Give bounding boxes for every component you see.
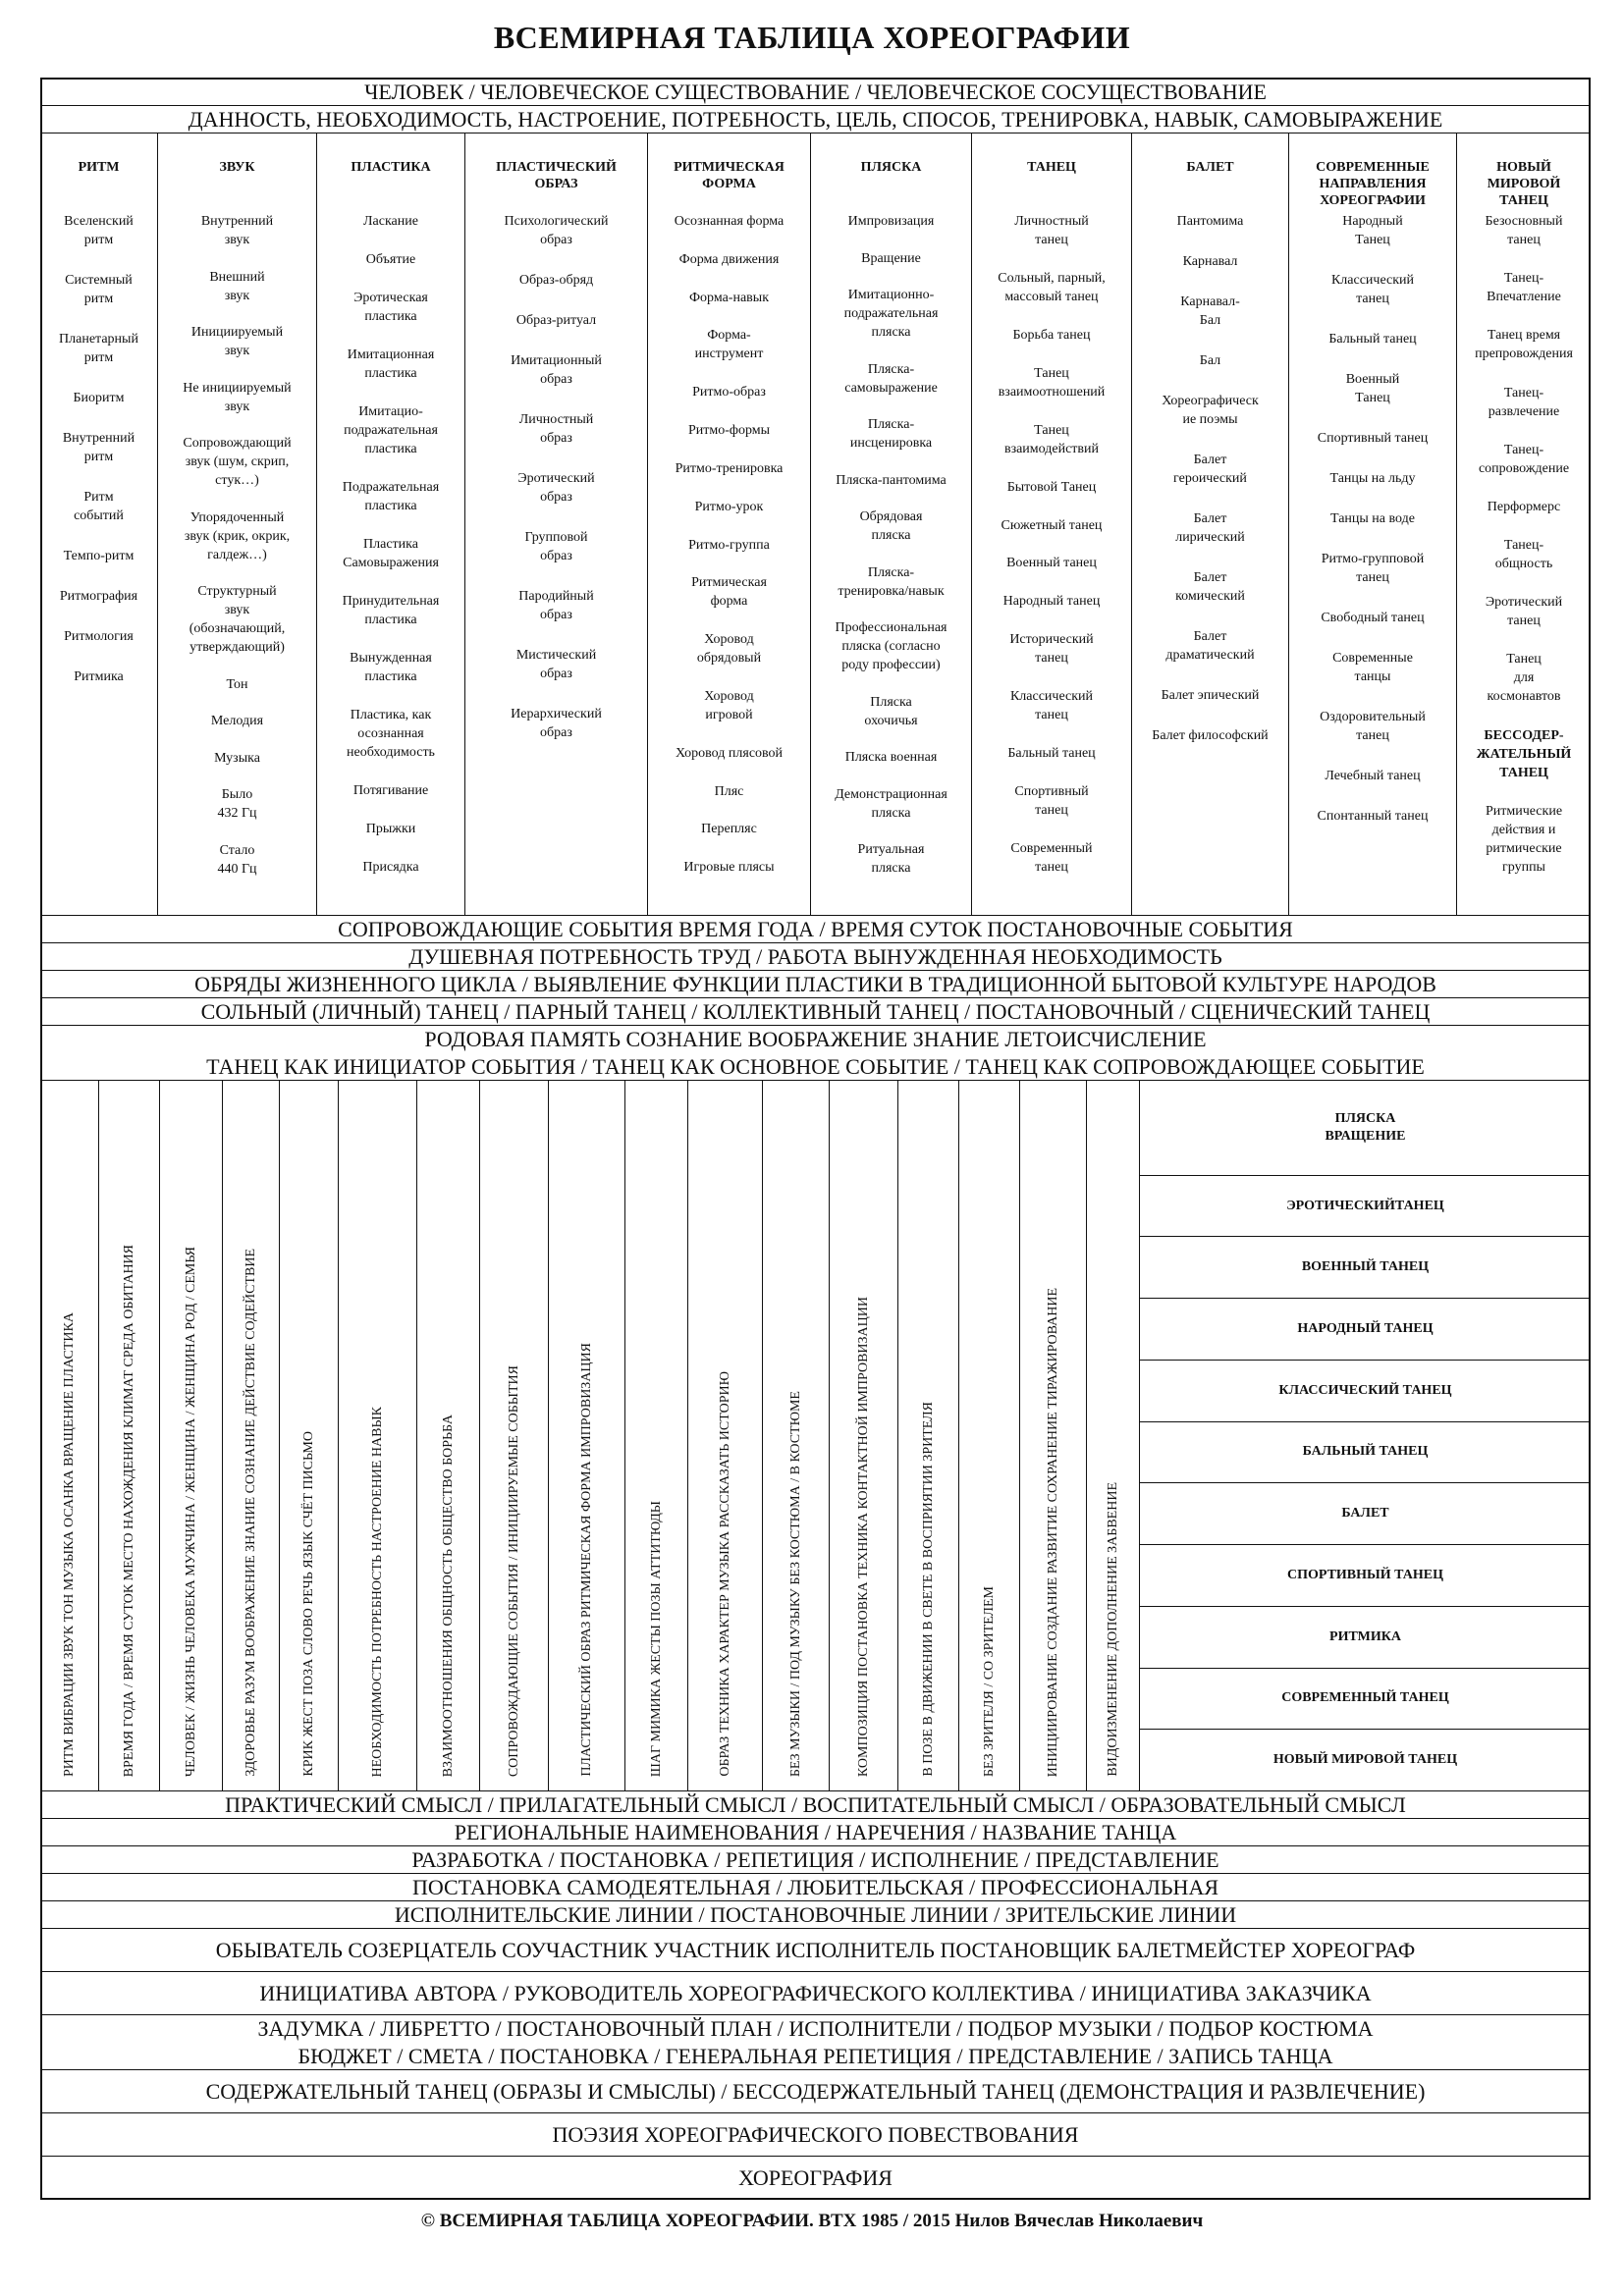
- column-item: Хоровод плясовой: [675, 745, 784, 761]
- table-row: [40, 78, 1591, 105]
- column-item: Военный танец: [1006, 556, 1097, 571]
- vertical-column-7: [417, 1081, 480, 1790]
- column-item: Иерархический образ: [511, 707, 602, 740]
- column-item: Темпо-ритм: [63, 549, 135, 563]
- column-item: Бал: [1199, 353, 1221, 368]
- column-item: Осознанная форма: [674, 214, 785, 229]
- column-item: Пляска- инсценировка: [849, 417, 933, 452]
- vertical-column-6: [339, 1081, 417, 1790]
- row-text: ПОЭЗИЯ ХОРЕОГРАФИЧЕСКОГО ПОВЕСТВОВАНИЯ: [552, 2121, 1079, 2147]
- row-text: СОДЕРЖАТЕЛЬНЫЙ ТАНЕЦ (ОБРАЗЫ И СМЫСЛЫ) / БЕССОДЕРЖАТЕЛЬНЫЙ ТАНЕЦ (ДЕМОНСТРАЦИЯ И РАЗВЛЕЧЕНИЕ): [205, 2078, 1426, 2104]
- table-row: [40, 2014, 1591, 2069]
- column-item: Военный Танец: [1345, 372, 1400, 405]
- row-text: ПОСТАНОВКА САМОДЕЯТЕЛЬНАЯ / ЛЮБИТЕЛЬСКАЯ / ПРОФЕССИОНАЛЬНАЯ: [411, 1874, 1219, 1899]
- column-item: Классический танец: [1009, 689, 1094, 723]
- column-item: Обрядовая пляска: [859, 509, 923, 544]
- column-item: Хоровод игровой: [704, 688, 754, 722]
- list-item: ПЛЯСКА ВРАЩЕНИЕ: [1140, 1081, 1591, 1176]
- column-item: Демонстрационная пляска: [835, 786, 947, 821]
- column-items: [53, 212, 144, 708]
- table-row: [40, 1928, 1591, 1971]
- vertical-text: ОБРАЗ ТЕХНИКА ХАРАКТЕР МУЗЫКА РАССКАЗАТЬ ИСТОРИЮ: [717, 1371, 732, 1777]
- column-item: Игровые плясы: [683, 860, 775, 876]
- column-item: Спонтанный танец: [1317, 809, 1429, 824]
- column-item: Ласкание: [363, 214, 418, 229]
- column-item: Форма- инструмент: [694, 328, 764, 362]
- column-item: Структурный звук (обозначающий, утверждающий): [189, 584, 286, 655]
- column-item: Было 432 Гц: [217, 787, 257, 821]
- column-item: Мистический образ: [515, 648, 597, 681]
- list-item: РИТМИКА: [1140, 1607, 1591, 1669]
- column-item: Сольный, парный, массовый танец: [998, 270, 1106, 304]
- column-item: Ритмо-урок: [694, 499, 764, 514]
- column-item: Ритм событий: [74, 490, 124, 523]
- column-item: БЕССОДЕР- ЖАТЕЛЬНЫЙ ТАНЕЦ: [1476, 727, 1572, 780]
- table-row: [40, 1900, 1591, 1928]
- vertical-text: СОПРОВОЖДАЮЩИЕ СОБЫТИЯ / ИНИЦИИРУЕМЫЕ СОБЫТИЯ: [506, 1364, 521, 1777]
- column-items: [499, 212, 615, 764]
- table-row: [40, 1025, 1591, 1080]
- vertical-text: БЕЗ МУЗЫКИ / ПОД МУЗЫКУ БЕЗ КОСТЮМА / В КОСТЮМЕ: [787, 1390, 803, 1777]
- table-row: [40, 1818, 1591, 1845]
- column-item: Эротический образ: [517, 471, 595, 505]
- column-item: Ритмика: [74, 669, 124, 684]
- table-row: [40, 997, 1591, 1025]
- column-item: Карнавал- Бал: [1180, 294, 1240, 328]
- column-header: РИТМИЧЕСКАЯ ФОРМА: [674, 160, 785, 191]
- column-item: Балет героический: [1173, 453, 1247, 486]
- column-item: Пляска- тренировка/навык: [838, 564, 945, 599]
- table-row: [40, 1845, 1591, 1873]
- column-item: Ритмо-образ: [692, 385, 766, 400]
- table-row: [40, 915, 1591, 942]
- column-item: Внутренний звук: [200, 214, 274, 247]
- vertical-text: ШАГ МИМИКА ЖЕСТЫ ПОЗЫ АТТИТЮДЫ: [648, 1500, 664, 1777]
- vertical-column-14: [898, 1081, 959, 1790]
- column-items: [337, 212, 446, 896]
- column-item: Танец- Впечатление: [1487, 271, 1561, 305]
- table-row: [40, 942, 1591, 970]
- column-item: Пляска военная: [844, 750, 938, 766]
- list-item: БАЛЬНЫЙ ТАНЕЦ: [1140, 1422, 1591, 1484]
- column-item: Танец для космонавтов: [1487, 652, 1561, 705]
- column-item: Вынужденная пластика: [350, 651, 432, 684]
- row-text: ПРАКТИЧЕСКИЙ СМЫСЛ / ПРИЛАГАТЕЛЬНЫЙ СМЫСЛ / ВОСПИТАТЕЛЬНЫЙ СМЫСЛ / ОБРАЗОВАТЕЛЬНЫЙ СМЫСЛ: [225, 1791, 1406, 1817]
- vertical-text: ВИДОИЗМЕНЕНИЕ ДОПОЛНЕНИЕ ЗАБВЕНИЕ: [1105, 1482, 1120, 1777]
- column-item: Имитационная пластика: [347, 347, 435, 381]
- row-text: РОДОВАЯ ПАМЯТЬ СОЗНАНИЕ ВООБРАЖЕНИЕ ЗНАНИЕ ЛЕТОИСЧИСЛЕНИЕ: [424, 1026, 1207, 1051]
- list-item: ВОЕННЫЙ ТАНЕЦ: [1140, 1237, 1591, 1299]
- column-item: Бальный танец: [1007, 746, 1096, 762]
- vertical-text: ПЛАСТИЧЕСКИЙ ОБРАЗ РИТМИЧЕСКАЯ ФОРМА ИМПРОВИЗАЦИЯ: [578, 1343, 594, 1777]
- column-items: [1469, 212, 1579, 896]
- column-item: Танцы на воде: [1330, 511, 1415, 526]
- page-title: ВСЕМИРНАЯ ТАБЛИЦА ХОРЕОГРАФИИ: [493, 20, 1131, 55]
- column-item: Эротический танец: [1485, 595, 1563, 629]
- list-item: НАРОДНЫЙ ТАНЕЦ: [1140, 1299, 1591, 1361]
- column-item: Имитацио- подражательная пластика: [344, 404, 438, 456]
- column-item: Пантомима: [1176, 214, 1244, 229]
- column-item: Пляс: [714, 783, 744, 799]
- column-header: ЗВУК: [219, 160, 255, 175]
- column-item: Балет эпический: [1161, 688, 1260, 703]
- column-item: Присядка: [362, 860, 419, 875]
- column-item: Ритмо-группа: [688, 537, 770, 553]
- column-item: Ритмология: [64, 629, 134, 644]
- vertical-text: ЗДОРОВЬЕ РАЗУМ ВООБРАЖЕНИЕ ЗНАНИЕ СОЗНАНИЕ ДЕЙСТВИЕ СОДЕЙСТВИЕ: [243, 1249, 258, 1777]
- vertical-column-9: [549, 1081, 625, 1790]
- column-item: Пляска- самовыражение: [844, 361, 938, 396]
- column-item: Имитационно- подражательная пляска: [843, 288, 939, 341]
- column-item: Сопровождающий звук (шум, скрип, стук…): [183, 436, 292, 488]
- column-item: Танец- общность: [1494, 538, 1553, 572]
- column-items: [1146, 212, 1273, 767]
- category-columns: [40, 133, 1591, 915]
- column-item: Внешний звук: [209, 269, 265, 303]
- row-text: ДАННОСТЬ, НЕОБХОДИМОСТЬ, НАСТРОЕНИЕ, ПОТРЕБНОСТЬ, ЦЕЛЬ, СПОСОБ, ТРЕНИРОВКА, НАВЫК, САМОВЫРАЖЕНИЕ: [188, 106, 1443, 132]
- column-item: Подражательная пластика: [342, 480, 440, 513]
- list-item: ЭРОТИЧЕСКИЙТАНЕЦ: [1140, 1176, 1591, 1238]
- vertical-column-2: [99, 1081, 160, 1790]
- column-item: Пластика Самовыражения: [343, 537, 439, 570]
- column-item: Танец взаимоотношений: [998, 365, 1106, 400]
- column-item: Оздоровительный танец: [1320, 710, 1426, 743]
- column-9: [1289, 133, 1457, 915]
- column-item: Объятие: [365, 252, 416, 267]
- column-item: Современный танец: [1010, 840, 1093, 875]
- row-text: ДУШЕВНАЯ ПОТРЕБНОСТЬ ТРУД / РАБОТА ВЫНУЖДЕННАЯ НЕОБХОДИМОСТЬ: [408, 943, 1222, 969]
- column-item: Вселенский ритм: [64, 214, 134, 247]
- column-item: Пляска охочичья: [864, 694, 918, 728]
- column-item: Стало 440 Гц: [217, 842, 257, 877]
- column-item: Профессиональная пляска (согласно роду профессии): [835, 620, 947, 673]
- column-10: [1457, 133, 1591, 915]
- vertical-column-10: [625, 1081, 688, 1790]
- table-row: [40, 1971, 1591, 2014]
- column-1: [40, 133, 158, 915]
- column-item: Вращение: [861, 250, 921, 266]
- column-item: Хоровод обрядовый: [696, 632, 762, 667]
- copyright-line: © ВСЕМИРНАЯ ТАБЛИЦА ХОРЕОГРАФИИ. ВТХ 1985 / 2015 Нилов Вячеслав Николаевич: [420, 2211, 1204, 2231]
- column-item: Танец время препровождения: [1475, 328, 1573, 362]
- column-item: Исторический танец: [1009, 632, 1094, 667]
- row-text: ХОРЕОГРАФИЯ: [738, 2165, 893, 2190]
- column-item: Образ-ритуал: [515, 313, 597, 328]
- column-item: Эротическая пластика: [353, 291, 428, 324]
- vertical-column-12: [763, 1081, 830, 1790]
- vertical-column-11: [688, 1081, 763, 1790]
- list-item: НОВЫЙ МИРОВОЙ ТАНЕЦ: [1272, 1752, 1458, 1768]
- column-header: БАЛЕТ: [1186, 160, 1234, 175]
- vertical-text: В ПОЗЕ В ДВИЖЕНИИ В СВЕТЕ В ВОСПРИЯТИИ ЗРИТЕЛЯ: [920, 1402, 936, 1777]
- list-item: БАЛЕТ: [1140, 1483, 1591, 1545]
- vertical-text: НЕОБХОДИМОСТЬ ПОТРЕБНОСТЬ НАСТРОЕНИЕ НАВЫК: [369, 1406, 385, 1777]
- vertical-column-13: [830, 1081, 898, 1790]
- row-text: БЮДЖЕТ / СМЕТА / ПОСТАНОВКА / ГЕНЕРАЛЬНАЯ РЕПЕТИЦИЯ / ПРЕДСТАВЛЕНИЕ / ЗАПИСЬ ТАНЦА: [298, 2043, 1333, 2068]
- column-item: Танец- сопровождение: [1478, 442, 1570, 476]
- column-item: Музыка: [214, 750, 260, 766]
- vertical-text: БЕЗ ЗРИТЕЛЯ / СО ЗРИТЕЛЕМ: [981, 1585, 997, 1777]
- column-item: Танец- развлечение: [1488, 385, 1560, 419]
- vertical-column-3: [160, 1081, 223, 1790]
- column-item: Безосновный танец: [1485, 214, 1563, 247]
- column-item: Народный Танец: [1342, 214, 1403, 247]
- column-items: [992, 212, 1111, 896]
- vertical-section: [40, 1080, 1591, 1790]
- vertical-column-8: [480, 1081, 549, 1790]
- row-text: ИСПОЛНИТЕЛЬСКИЕ ЛИНИИ / ПОСТАНОВОЧНЫЕ ЛИНИИ / ЗРИТЕЛЬСКИЕ ЛИНИИ: [394, 1901, 1237, 1927]
- vertical-text: ЧЕЛОВЕК / ЖИЗНЬ ЧЕЛОВЕКА МУЖЧИНА / ЖЕНЩИНА / ЖЕНЩИНА РОД / СЕМЬЯ: [183, 1246, 198, 1777]
- column-item: Групповой образ: [524, 530, 588, 563]
- column-item: Ритмо-формы: [687, 423, 771, 439]
- column-item: Лечебный танец: [1325, 769, 1421, 783]
- column-item: Современные танцы: [1332, 651, 1413, 684]
- vertical-text: РИТМ ВИБРАЦИИ ЗВУК ТОН МУЗЫКА ОСАНКА ВРАЩЕНИЕ ПЛАСТИКА: [61, 1312, 77, 1777]
- column-item: Спортивный танец: [1317, 431, 1429, 446]
- column-item: Мелодия: [210, 714, 264, 728]
- column-header: ПЛАСТИЧЕСКИЙ ОБРАЗ: [496, 160, 617, 191]
- column-item: Хореографическ ие поэмы: [1162, 394, 1259, 427]
- column-item: Ритуальная пляска: [857, 842, 925, 877]
- column-items: [829, 212, 953, 896]
- vertical-column-15: [959, 1081, 1020, 1790]
- column-item: Борьба танец: [1012, 327, 1091, 343]
- column-item: Бытовой Танец: [1006, 479, 1097, 495]
- column-items: [1312, 212, 1435, 847]
- row-text: СОЛЬНЫЙ (ЛИЧНЫЙ) ТАНЕЦ / ПАРНЫЙ ТАНЕЦ / КОЛЛЕКТИВНЫЙ ТАНЕЦ / ПОСТАНОВОЧНЫЙ / СЦЕНИЧЕСКИЙ ТАНЕЦ: [200, 998, 1431, 1024]
- column-item: Пародийный образ: [518, 589, 594, 622]
- column-header: СОВРЕМЕННЫЕ НАПРАВЛЕНИЯ ХОРЕОГРАФИИ: [1316, 160, 1430, 208]
- vertical-column-16: [1020, 1081, 1087, 1790]
- table-row: [40, 2156, 1591, 2200]
- column-item: Ритмические действия и ритмические группы: [1485, 803, 1563, 875]
- column-6: [811, 133, 972, 915]
- column-item: Имитационный образ: [511, 353, 602, 387]
- column-item: Карнавал: [1182, 254, 1238, 269]
- column-item: Балет драматический: [1165, 629, 1255, 663]
- vertical-text: КРИК ЖЕСТ ПОЗА СЛОВО РЕЧЬ ЯЗЫК СЧЁТ ПИСЬМО: [300, 1431, 316, 1777]
- column-items: [177, 212, 297, 896]
- row-text: ОБРЯДЫ ЖИЗНЕННОГО ЦИКЛА / ВЫЯВЛЕНИЕ ФУНКЦИИ ПЛАСТИКИ В ТРАДИЦИОННОЙ БЫТОВОЙ КУЛЬТУРЕ НАРОДОВ: [194, 971, 1436, 996]
- list-item: СОВРЕМЕННЫЙ ТАНЕЦ: [1140, 1669, 1591, 1731]
- column-item: Внутренний ритм: [62, 431, 135, 464]
- column-item: Балет лирический: [1175, 511, 1245, 545]
- column-item: Пляска-пантомима: [836, 472, 947, 488]
- column-header: ТАНЕЦ: [1027, 160, 1076, 175]
- column-item: Сюжетный танец: [1001, 517, 1103, 533]
- table-row: [40, 105, 1591, 133]
- row-text: ЧЕЛОВЕК / ЧЕЛОВЕЧЕСКОЕ СУЩЕСТВОВАНИЕ / ЧЕЛОВЕЧЕСКОЕ СОСУЩЕСТВОВАНИЕ: [364, 79, 1267, 104]
- column-item: Пластика, как осознанная необходимость: [347, 708, 435, 760]
- column-item: Бальный танец: [1328, 332, 1417, 347]
- list-item: КЛАССИЧЕСКИЙ ТАНЕЦ: [1140, 1361, 1591, 1422]
- column-item: Психологический образ: [504, 214, 609, 247]
- column-item: Спортивный танец: [1014, 784, 1089, 819]
- vertical-column-4: [223, 1081, 280, 1790]
- column-item: Принудительная пластика: [342, 594, 440, 627]
- vertical-text: ВЗАИМООТНОШЕНИЯ ОБЩНОСТЬ ОБЩЕСТВО БОРЬБА: [440, 1414, 456, 1777]
- column-item: Перепляс: [701, 822, 757, 837]
- column-item: Ритмо-групповой танец: [1321, 552, 1425, 585]
- column-header: НОВЫЙ МИРОВОЙ ТАНЕЦ: [1487, 160, 1561, 208]
- vertical-column-17: [1087, 1081, 1140, 1790]
- column-item: Потягивание: [352, 783, 429, 798]
- column-item: Балет философский: [1152, 728, 1269, 743]
- column-item: Перформерс: [1487, 499, 1561, 514]
- table-row: [40, 2112, 1591, 2156]
- column-header: ПЛАСТИКА: [351, 160, 431, 175]
- column-item: Танцы на льду: [1329, 471, 1416, 486]
- column-5: [648, 133, 811, 915]
- column-item: Системный ритм: [65, 273, 133, 306]
- table-row: [40, 2069, 1591, 2112]
- vertical-column-1: [40, 1081, 99, 1790]
- vertical-text: ВРЕМЯ ГОДА / ВРЕМЯ СУТОК МЕСТО НАХОЖДЕНИЯ КЛИМАТ СРЕДА ОБИТАНИЯ: [121, 1244, 136, 1777]
- column-item: Инициируемый звук: [190, 325, 284, 358]
- vertical-column-5: [280, 1081, 339, 1790]
- column-item: Танец взаимодействий: [1003, 422, 1100, 456]
- column-item: Форма движения: [678, 251, 780, 267]
- row-text: ТАНЕЦ КАК ИНИЦИАТОР СОБЫТИЯ / ТАНЕЦ КАК ОСНОВНОЕ СОБЫТИЕ / ТАНЕЦ КАК СОПРОВОЖДАЮЩЕЕ СОБЫТИЕ: [206, 1053, 1425, 1079]
- column-item: Ритмография: [59, 589, 138, 604]
- column-item: Планетарный ритм: [59, 332, 138, 365]
- column-item: Не инициируемый звук: [183, 380, 292, 414]
- column-4: [465, 133, 648, 915]
- column-item: Балет комический: [1175, 570, 1245, 604]
- row-text: СОПРОВОЖДАЮЩИЕ СОБЫТИЯ ВРЕМЯ ГОДА / ВРЕМЯ СУТОК ПОСТАНОВОЧНЫЕ СОБЫТИЯ: [338, 916, 1293, 941]
- column-item: Прыжки: [365, 822, 416, 836]
- row-text: ИНИЦИАТИВА АВТОРА / РУКОВОДИТЕЛЬ ХОРЕОГРАФИЧЕСКОГО КОЛЛЕКТИВА / ИНИЦИАТИВА ЗАКАЗЧИКА: [259, 1980, 1372, 2005]
- column-item: Тон: [226, 676, 248, 692]
- row-text: РЕГИОНАЛЬНЫЕ НАИМЕНОВАНИЯ / НАРЕЧЕНИЯ / НАЗВАНИЕ ТАНЦА: [454, 1819, 1177, 1844]
- column-item: Импровизация: [847, 214, 935, 229]
- column-item: Ритмическая форма: [691, 575, 767, 610]
- vertical-text: ИНИЦИИРОВАНИЕ СОЗДАНИЕ РАЗВИТИЕ СОХРАНЕНИЕ ТИРАЖИРОВАНИЕ: [1045, 1287, 1060, 1777]
- column-header: ПЛЯСКА: [860, 160, 922, 175]
- column-item: Биоритм: [73, 391, 125, 405]
- column-2: [158, 133, 317, 915]
- column-item: Народный танец: [1002, 594, 1101, 610]
- vertical-text: КОМПОЗИЦИЯ ПОСТАНОВКА ТЕХНИКА КОНТАКТНОЙ ИМПРОВИЗАЦИИ: [855, 1296, 871, 1777]
- row-text: РАЗРАБОТКА / ПОСТАНОВКА / РЕПЕТИЦИЯ / ИСПОЛНЕНИЕ / ПРЕДСТАВЛЕНИЕ: [411, 1846, 1219, 1872]
- column-header: РИТМ: [78, 160, 120, 175]
- list-item: СПОРТИВНЫЙ ТАНЕЦ: [1140, 1545, 1591, 1607]
- column-item: Ритмо-тренировка: [675, 460, 784, 476]
- column-item: Личностный танец: [1014, 214, 1089, 247]
- row-text: ЗАДУМКА / ЛИБРЕТТО / ПОСТАНОВОЧНЫЙ ПЛАН / ИСПОЛНИТЕЛИ / ПОДБОР МУЗЫКИ / ПОДБОР КОСТЮМА: [257, 2015, 1374, 2041]
- column-item: Свободный танец: [1321, 611, 1425, 625]
- column-item: Образ-обряд: [518, 273, 594, 288]
- table-row: [40, 970, 1591, 997]
- column-8: [1132, 133, 1289, 915]
- column-3: [317, 133, 465, 915]
- row-text: ОБЫВАТЕЛЬ СОЗЕРЦАТЕЛЬ СОУЧАСТНИК УЧАСТНИК ИСПОЛНИТЕЛЬ ПОСТАНОВЩИК БАЛЕТМЕЙСТЕР ХОРЕОГРАФ: [215, 1937, 1416, 1962]
- dance-type-list: [1140, 1081, 1591, 1790]
- column-item: Форма-навык: [688, 290, 769, 305]
- column-7: [972, 133, 1132, 915]
- table-row: [40, 1790, 1591, 1818]
- column-items: [669, 212, 790, 896]
- column-item: Упорядоченный звук (крик, окрик, галдеж…): [184, 509, 291, 562]
- column-item: Личностный образ: [518, 412, 594, 446]
- column-item: Классический танец: [1330, 273, 1415, 306]
- table-row: [40, 1873, 1591, 1900]
